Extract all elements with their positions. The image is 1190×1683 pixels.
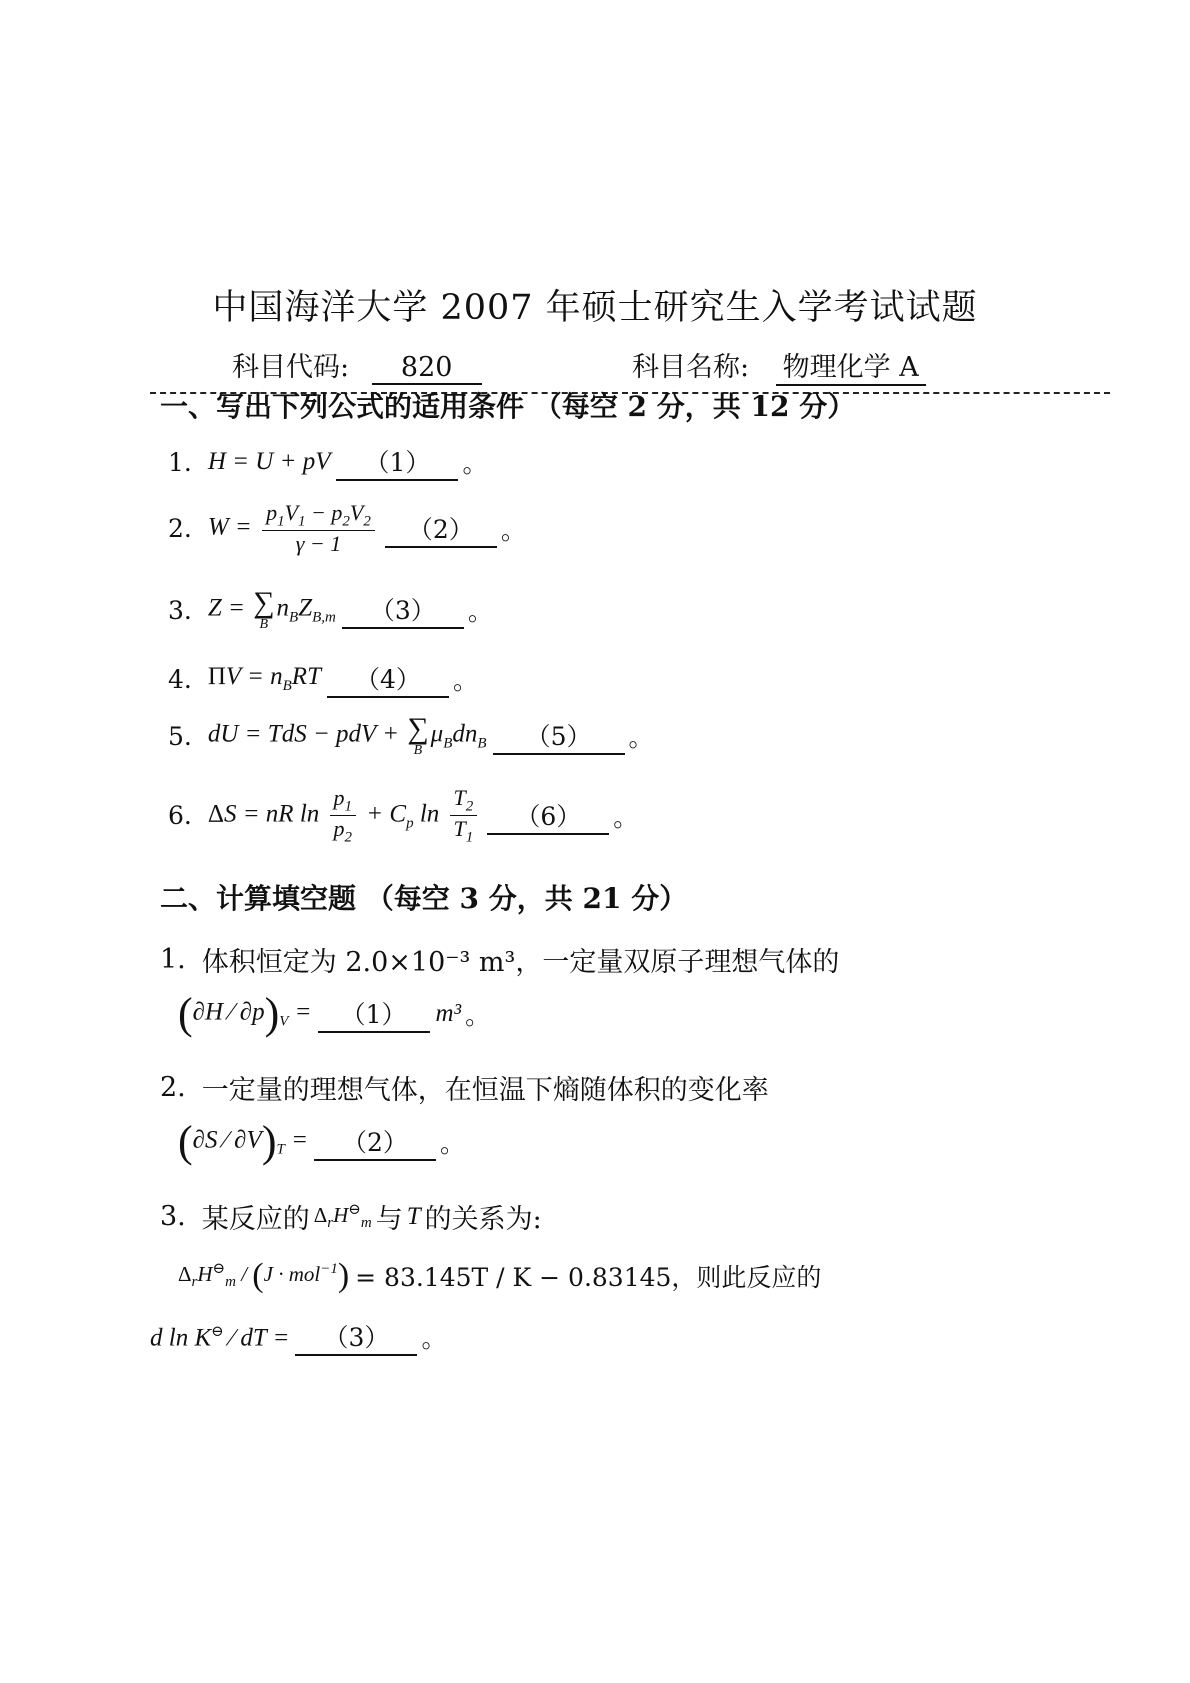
s2-q1 — [160, 940, 839, 979]
s1-item-4-num: 4. — [168, 664, 192, 694]
symbol-T: T — [406, 1202, 421, 1230]
subject-name — [632, 345, 926, 386]
s2-q1-text: 体积恒定为 2.0×10⁻³ m³，一定量双原子理想气体的 — [201, 947, 840, 978]
blank-s1-4: （4） — [327, 660, 449, 698]
formula-work: W = $\frac{p_1V_1 - p_2V_2}{\gamma - 1}$ — [208, 500, 379, 558]
blank-s1-5: （5） — [493, 717, 625, 755]
subject-code-value: 820 — [372, 352, 482, 385]
subject-name-label: 科目名称: — [632, 352, 750, 383]
formula-delta-r-H: $\Delta_rH^⊖_m$ — [313, 1202, 372, 1232]
s1-item-1-num: 1. — [168, 447, 192, 477]
s2-q3-formula-tail: = 83.145T / K − 0.83145，则此反应的 — [355, 1263, 822, 1292]
s1-item-2 — [168, 500, 526, 558]
period: 。 — [500, 515, 526, 545]
exam-title: 中国海洋大学 2007 年硕士研究生入学考试试题 — [212, 288, 978, 328]
s2-q3-num: 3. — [160, 1201, 186, 1232]
s1-item-3-num: 3. — [168, 595, 192, 625]
subject-code — [232, 345, 482, 385]
formula-entropy-change: ΔS = nR ln $\frac{p_1}{p_2}$ + $C_p$ ln $\frac{T_2}{T_1}$ — [208, 785, 481, 847]
s1-item-1 — [168, 443, 488, 481]
section-2-heading: 二、计算填空题 （每空 3 分，共 21 分） — [160, 882, 688, 915]
period: 。 — [452, 666, 478, 695]
formula-dH-dp: (∂H ∕ $\partial p)_V$ = — [178, 989, 312, 1038]
s2-q2-text: 一定量的理想气体，在恒温下熵随体积的变化率 — [201, 1075, 769, 1106]
s2-q3-text-b: 与 — [375, 1204, 403, 1235]
s1-item-4 — [168, 660, 478, 698]
blank-s1-6: （6） — [487, 797, 609, 835]
formula-enthalpy: H = U + pV — [207, 448, 331, 475]
s2-q3-expr — [150, 1318, 446, 1356]
s2-q1-num: 1. — [160, 944, 186, 975]
blank-s2-2: （2） — [314, 1123, 436, 1161]
formula-delta-r-H-relation: $\Delta_rH^⊖_m / (J \cdot mol^{-1})$ — [178, 1257, 350, 1295]
period: 。 — [421, 1324, 447, 1353]
blank-s1-2: （2） — [385, 510, 497, 548]
subject-name-value: 物理化学 A — [776, 345, 926, 386]
s2-q3-text-a: 某反应的 — [201, 1204, 310, 1235]
formula-osmotic: $\Pi V = n_BRT$ — [207, 663, 321, 694]
s2-q2-expr — [178, 1117, 465, 1166]
s1-item-6 — [168, 785, 638, 847]
formula-dlnK-dT: d ln K⊖ ∕ dT = — [150, 1323, 290, 1352]
s1-item-5 — [168, 714, 654, 758]
blank-s2-3: （3） — [295, 1318, 417, 1356]
s2-q2-num: 2. — [160, 1072, 186, 1103]
s2-q3-relation — [178, 1258, 821, 1294]
s2-q3 — [160, 1197, 542, 1236]
s2-q1-unit: m³ — [435, 1000, 462, 1027]
s2-q2 — [160, 1068, 769, 1107]
period: 。 — [628, 723, 654, 752]
blank-s1-1: （1） — [336, 443, 458, 481]
s1-item-2-num: 2. — [168, 514, 192, 544]
subject-code-label: 科目代码: — [232, 352, 350, 383]
s2-q3-text-c: 的关系为: — [424, 1204, 542, 1235]
formula-fundamental: dU = TdS − pdV + ∑ B $\mu_Bdn_B$ — [207, 712, 487, 758]
blank-s2-1: （1） — [318, 995, 430, 1033]
s1-item-5-num: 5. — [168, 721, 192, 751]
formula-partial-molar-sum: Z = ∑ B $n_BZ_{B,m}$ — [207, 586, 336, 632]
s2-q1-expr — [178, 989, 491, 1038]
blank-s1-3: （3） — [342, 591, 464, 629]
s1-item-3 — [168, 588, 493, 632]
section-1-heading: 一、写出下列公式的适用条件 （每空 2 分，共 12 分） — [160, 390, 856, 423]
period: 。 — [613, 802, 639, 832]
period: 。 — [465, 1001, 491, 1030]
formula-dS-dV: (∂S ∕ $\partial V)_T$ = — [178, 1117, 308, 1166]
s1-item-6-num: 6. — [168, 801, 192, 831]
period: 。 — [439, 1129, 465, 1158]
period: 。 — [467, 597, 493, 626]
period: 。 — [462, 449, 488, 478]
